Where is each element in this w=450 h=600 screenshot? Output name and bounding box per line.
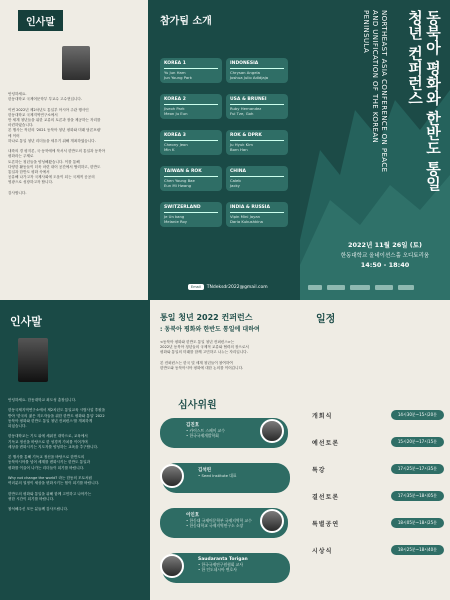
team-member: Jacky	[230, 183, 240, 188]
judge-name: 김진호	[186, 423, 200, 428]
team-name: KOREA 1	[164, 61, 218, 69]
greeting-line: 한동대학교 국제어문학부 부교수 고수현입니다.	[8, 97, 82, 102]
judge-description: • Seed Institute 대표	[198, 473, 237, 478]
greeting-bottom-line: 귀한 시간이 되기를 바랍니다.	[8, 496, 55, 501]
greeting-line: 에 이어	[8, 133, 20, 138]
greeting-line: 한동대학교 국제지역연구소에서	[8, 112, 58, 117]
team-member: Melanie Roy	[164, 219, 188, 224]
team-member: Fui Tze, Goh	[230, 111, 254, 116]
country-team-card	[226, 130, 288, 155]
logo-4	[375, 285, 393, 290]
participants-title: 참가팀 소개	[160, 16, 212, 27]
team-member: Vipin Mini Jayan	[230, 214, 261, 219]
event-desc-line: 한반도와 동북아시아 평화에 대한 논의를 이어갑니다.	[160, 366, 244, 371]
greeting-text-bottom	[8, 398, 142, 512]
event-subtitle: : 동북아 평화와 한반도 통일에 대하여	[160, 326, 260, 333]
team-member: Meon Ju Eun	[164, 111, 188, 116]
greeting-bottom-line: 세상을 변화시키는 지도자를 양성하는 교육을 추구합니다.	[8, 444, 99, 449]
team-member: Born Han	[230, 147, 248, 152]
team-member: Jiseoh Park	[164, 106, 185, 111]
event-desc-line: <동북아 평화와 한반도 통일 청년 컨퍼런스>는	[160, 340, 235, 344]
schedule-row	[312, 491, 444, 501]
schedule-item-name: 결선토론	[312, 493, 340, 501]
country-team-card	[160, 94, 222, 119]
logo-5	[398, 285, 414, 290]
logo-1	[308, 285, 322, 290]
schedule-row	[312, 518, 444, 528]
team-member: Eun Mi Hwang	[164, 183, 192, 188]
greeting-bottom-line: 동북아시아를 넘어 세계를 변화시키는 한반도 통일과	[8, 460, 91, 465]
team-member: Ruby Hernandez	[230, 106, 262, 111]
greeting-line: 감사합니다.	[8, 190, 27, 195]
team-name: USA & BRUNEI	[230, 97, 284, 105]
schedule-item-name: 특별공연	[312, 520, 340, 528]
schedule-item-name: 예선토론	[312, 439, 340, 447]
team-name: CHINA	[230, 169, 284, 177]
cover-panel	[300, 0, 450, 300]
team-member: Yu Jun Ham	[164, 70, 186, 75]
greeting-bottom-line: 동북아 평화와 한반도 통일 청년 컨퍼런스'를 개최하게	[8, 418, 93, 423]
judge-photo	[160, 464, 184, 488]
greeting-line: 공유해 나가고자 국제사회에 도움이 되는 국제적 공공의	[8, 175, 95, 180]
greeting-bottom-line: 받아 '한국의 젊은 지도자들을 위한 한반도 평화와 통일' 2022	[8, 413, 105, 418]
team-member: Je Un kang	[164, 214, 185, 219]
judge-info	[198, 557, 248, 572]
schedule-row	[312, 545, 444, 555]
greeting-panel-top	[0, 0, 148, 300]
schedule-panel	[300, 300, 450, 600]
team-member: Chen Young Bae	[164, 178, 195, 183]
schedule-item-name: 특강	[312, 466, 326, 474]
team-name: ROK & DPRK	[230, 133, 284, 141]
greeting-bottom-line: Why not change the world? 라는 한동의 모토처럼	[8, 476, 93, 481]
greeting-line: 하나로 통일 청년 리더들을 세우기 위해 개최하였습니다.	[8, 138, 96, 143]
greeting-line: 다양한 활동들이 더욱 마련 내어 공간에서 협력하고, 한반도	[8, 164, 101, 169]
sponsor-logos	[308, 285, 414, 290]
team-member: Joshua Julio Adidjaja	[230, 75, 269, 80]
country-team-card	[226, 58, 288, 83]
team-member: Caleb	[230, 178, 241, 183]
logo-2	[327, 285, 345, 290]
judge-name: 이인호	[186, 513, 200, 518]
schedule-item-time: 18시05분~18시25분	[391, 518, 444, 528]
countries-right-column	[226, 58, 288, 238]
schedule-row	[312, 410, 444, 420]
greeting-bottom-line: 한동대학교는 기도 위에 세워진 대학으로, 교육에서	[8, 434, 88, 439]
greeting-bottom-line: 본 행사를 통해 기독교 정신을 바탕으로 한반도의	[8, 455, 85, 460]
team-name: TAIWAN & ROK	[164, 169, 218, 177]
schedule-item-time: 14시30분~15시20분	[391, 410, 444, 420]
judge-name: Saudaranta Torigan	[198, 557, 248, 562]
greeting-line: 토론하는 청년들을 양성해왔습니다. 이를 통해	[8, 159, 80, 164]
greeting-bottom-line: 안녕하세요. 한동대학교 최도성 총장입니다.	[8, 398, 77, 402]
greeting-title: 인사말	[18, 10, 63, 31]
email-address[interactable]: TNdeksdr2022@gmail.com	[206, 284, 268, 290]
schedule-item-time: 17시25분~17시35분	[391, 464, 444, 474]
schedule-row	[312, 464, 444, 474]
team-member: Daria Kukushkina	[230, 219, 263, 224]
judge-description: • 한국국제연구원협회 교사	[198, 562, 243, 567]
greeting-panel-bottom	[0, 300, 150, 600]
event-time: 14:50 - 18:40	[360, 261, 410, 269]
event-desc-line: 평화와 통일의 미래를 함께 고민하고 나누는 자리입니다.	[160, 350, 248, 355]
conference-title-ko: 동북아 평화와 한반도 통일 청년 컨퍼런스	[406, 10, 442, 191]
greeting-bottom-line: 한반도의 평화와 통일을 위해 함께 고민하고 나아가는	[8, 491, 92, 496]
greeting-line: 만 세계 청년들을 위한 교류의 토론과 장을 제공하는 자리를	[8, 118, 101, 123]
greeting-line: 통일과 한반도 평화 속에서	[8, 170, 50, 175]
country-team-card	[226, 166, 288, 191]
greeting-line: 내륙의 경 평지론, 국·동북에에 북서서 한반도의 통일과 동북아	[8, 149, 106, 154]
team-member: Chrysan Angela	[230, 70, 260, 75]
email-contact[interactable]	[188, 284, 268, 290]
judge-info	[186, 422, 225, 438]
email-badge: Email	[188, 284, 204, 290]
country-team-card	[160, 166, 222, 191]
participants-panel	[148, 0, 300, 300]
event-info	[330, 240, 440, 269]
judge-description: • 한 인도네시아 변호사	[198, 567, 237, 572]
greeting-text	[8, 92, 140, 196]
judge-photo	[160, 554, 184, 578]
team-member: Cheony Jeon	[164, 142, 188, 147]
conference-title-en: NORTHEAST ASIA CONFERENCE ON PEACE AND UNIFICATION OF THE KOREAN PENINSULA	[362, 10, 388, 173]
greeting-line: 안녕하세요.	[8, 92, 27, 96]
president-photo	[18, 338, 48, 382]
judge-name: 김석린	[198, 468, 212, 473]
greeting-bottom-line: 되었습니다.	[8, 424, 27, 429]
logo-3	[350, 285, 370, 290]
country-team-card	[226, 202, 288, 227]
judge-photo	[260, 509, 284, 533]
greeting-bottom-line: 참석해주신 모든 분들께 감사드립니다.	[8, 507, 69, 512]
team-name: INDIA & RUSSIA	[230, 205, 284, 213]
greeting-bottom-line: 평화를 이끌어 나가는 리더들이 되기를 바랍니다.	[8, 465, 85, 470]
schedule-list	[312, 410, 444, 572]
professor-photo	[62, 46, 90, 80]
brochure-inside	[0, 300, 450, 600]
greeting-bottom-line: 기독교 정신을 바탕으로 한 성경적 가치를 이어가며	[8, 439, 88, 444]
team-member: Jun Young Park	[164, 75, 192, 80]
team-member: Min K	[164, 147, 175, 152]
greeting-line: 마련하였습니다.	[8, 123, 34, 128]
greeting-line: 본 행사는 작년의 '2021 동북아 청년 평화와 미래 담론포럼'	[8, 128, 102, 133]
event-date: 2022년 11월 26일 (토)	[347, 241, 423, 249]
greeting-bottom-line: 여러분의 열정이 세상을 변화시키는 힘이 되기를 바랍니다.	[8, 481, 100, 486]
event-desc-line: 2022년 동북아 청년들의 국제적 교류와 협력의 장으로서	[160, 345, 249, 350]
team-member: Ju Hyuk Kim	[230, 142, 253, 147]
judge-description: • 한동대학교 국제지역연구소 소장	[186, 523, 244, 528]
greeting-line: 영광으로 성장하고자 합니다.	[8, 180, 54, 185]
team-name: KOREA 2	[164, 97, 218, 105]
greeting-bottom-line: 한동국제지역연구소에서 제2차년도 통일교육 시범사업 후원을	[8, 408, 106, 413]
team-name: INDONESIA	[230, 61, 284, 69]
judge-description: • 카이스트 스페이 교수	[186, 428, 225, 433]
judge-description: • 한동대 국제어문학부 국제지역학 교수	[186, 518, 252, 523]
schedule-item-name: 시상식	[312, 547, 333, 555]
schedule-row	[312, 437, 444, 447]
team-name: SWITZERLAND	[164, 205, 218, 213]
schedule-item-name: 개회식	[312, 412, 333, 420]
event-description	[160, 340, 292, 371]
judge-description: • 한국국제개발학회	[186, 433, 219, 438]
schedule-item-time: 17시35분~18시05분	[391, 491, 444, 501]
countries-left-column	[160, 58, 222, 238]
schedule-item-time: 18시25분~18시40분	[391, 545, 444, 555]
greeting-line: 평화라는 주제로	[8, 154, 34, 159]
judge-info	[198, 467, 236, 478]
country-team-card	[160, 58, 222, 83]
event-title: 통일 청년 2022 컨퍼런스	[160, 313, 253, 322]
country-team-card	[226, 94, 288, 119]
team-name: KOREA 3	[164, 133, 218, 141]
judge-photo	[260, 419, 284, 443]
country-team-card	[160, 130, 222, 155]
judges-title: 심사위원	[178, 400, 217, 411]
greeting-line: 이번 2022년 제2차년도 통일부 아시아 주관 행사인	[8, 107, 89, 112]
event-venue: 한동대학교 올네이션스홀 오디토리움	[340, 253, 430, 259]
event-desc-line: 본 컨퍼런스는 한국 및 세계 청년들이 참여하여	[160, 360, 233, 365]
schedule-title: 일정	[316, 314, 336, 325]
greeting-title-bottom: 인사말	[10, 315, 42, 328]
schedule-item-time: 15시20분~17시15분	[391, 437, 444, 447]
judges-panel	[150, 300, 300, 600]
judge-info	[186, 512, 252, 528]
country-team-card	[160, 202, 222, 227]
